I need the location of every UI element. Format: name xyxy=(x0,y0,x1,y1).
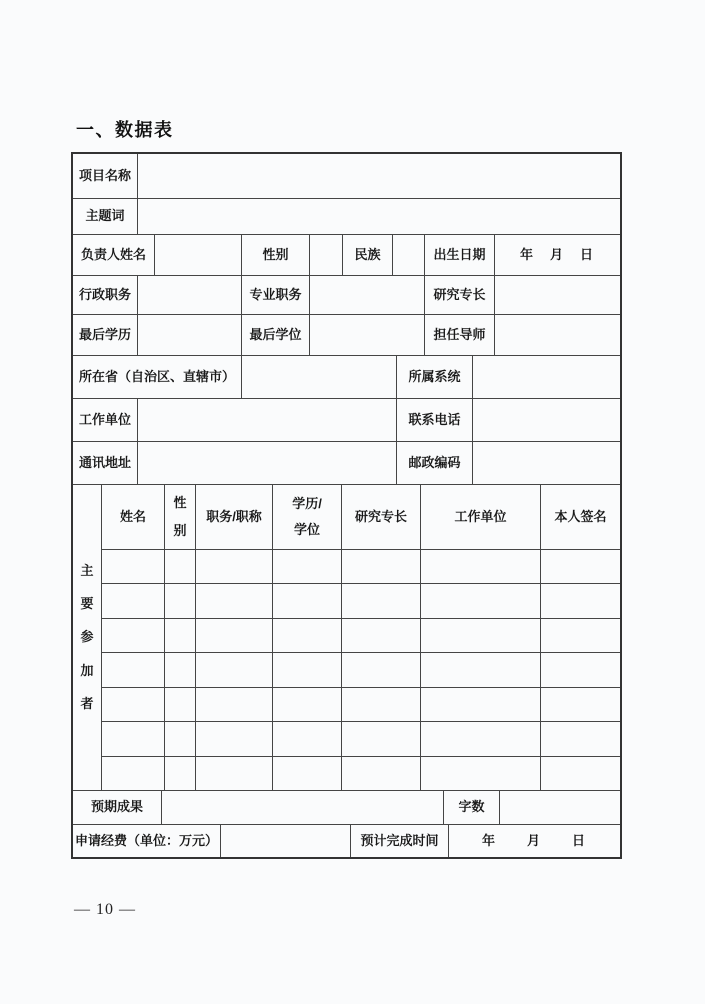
participant-cell xyxy=(102,584,165,617)
last-education-label: 最后学历 xyxy=(73,315,138,355)
province-label: 所在省（自治区、直辖市） xyxy=(73,356,242,398)
participant-cell xyxy=(342,550,421,583)
participant-cell xyxy=(102,757,165,790)
participant-cell xyxy=(102,653,165,686)
participant-cell xyxy=(196,550,273,583)
participant-cell xyxy=(273,584,342,617)
address-value xyxy=(138,442,397,484)
participant-cell xyxy=(102,722,165,755)
participant-signature-header: 本人签名 xyxy=(554,508,607,524)
row-education xyxy=(73,315,620,356)
phone-value xyxy=(473,399,620,441)
leader-name-value xyxy=(155,235,242,275)
participant-cell xyxy=(342,688,421,721)
row-workplace xyxy=(73,399,620,442)
participant-cell xyxy=(196,619,273,652)
participant-cell xyxy=(421,584,541,617)
participant-cell xyxy=(165,619,196,652)
participant-cell xyxy=(196,757,273,790)
participants-label-char: 要 xyxy=(80,596,94,612)
address-label: 通讯地址 xyxy=(73,442,138,484)
word-count-value xyxy=(500,791,620,824)
participant-cell xyxy=(165,757,196,790)
participant-cell xyxy=(273,722,342,755)
participant-cell xyxy=(196,722,273,755)
participant-cell xyxy=(541,584,620,617)
keywords-value xyxy=(138,199,620,234)
participant-cell xyxy=(342,584,421,617)
participant-row xyxy=(102,619,620,653)
participant-cell xyxy=(196,584,273,617)
page-title: 一、数据表 xyxy=(76,120,174,140)
gender-value xyxy=(310,235,343,275)
birth-date-value: 年 月 日 xyxy=(519,246,595,262)
expected-result-label: 预期成果 xyxy=(73,791,162,824)
expected-result-value xyxy=(162,791,444,824)
participant-cell xyxy=(102,688,165,721)
workplace-value xyxy=(138,399,397,441)
word-count-label: 字数 xyxy=(444,791,500,824)
page-number: — 10 — xyxy=(74,901,136,918)
completion-time-label: 预计完成时间 xyxy=(351,825,449,857)
row-funding xyxy=(73,825,620,857)
participant-name-header: 姓名 xyxy=(102,485,165,549)
participant-cell xyxy=(342,722,421,755)
participant-cell xyxy=(273,550,342,583)
participant-cell xyxy=(421,653,541,686)
row-project-name xyxy=(73,154,620,199)
participant-gender-header xyxy=(165,485,196,549)
participant-cell xyxy=(165,584,196,617)
gender-label: 性别 xyxy=(242,235,310,275)
participant-row xyxy=(102,757,620,790)
system-value xyxy=(473,356,620,398)
participants-label-char: 加 xyxy=(80,662,94,678)
participants-header-row xyxy=(102,485,620,550)
participant-duty-header: 职务/职称 xyxy=(196,485,273,549)
last-degree-label: 最后学位 xyxy=(242,315,310,355)
participant-education-header xyxy=(273,485,342,549)
prof-duty-label: 专业职务 xyxy=(242,276,310,314)
research-field-value xyxy=(495,276,620,314)
participant-cell xyxy=(421,550,541,583)
row-address xyxy=(73,442,620,485)
funding-label: 申请经费（单位：万元） xyxy=(73,825,221,857)
participants-grid xyxy=(102,485,620,790)
row-leader xyxy=(73,235,620,276)
funding-value xyxy=(221,825,351,857)
participant-cell xyxy=(273,688,342,721)
participant-cell xyxy=(421,757,541,790)
data-table xyxy=(71,152,622,859)
workplace-label: 工作单位 xyxy=(73,399,138,441)
participant-row xyxy=(102,584,620,618)
birth-date-label: 出生日期 xyxy=(425,235,495,275)
postal-code-value xyxy=(473,442,620,484)
ethnicity-value xyxy=(393,235,425,275)
participant-cell xyxy=(196,653,273,686)
system-label: 所属系统 xyxy=(397,356,473,398)
completion-time-value: 年 月 日 xyxy=(481,832,587,848)
admin-duty-label: 行政职务 xyxy=(73,276,138,314)
participant-cell xyxy=(342,757,421,790)
participant-cell xyxy=(273,757,342,790)
row-keywords xyxy=(73,199,620,235)
last-degree-value xyxy=(310,315,425,355)
participant-cell xyxy=(165,550,196,583)
participant-cell xyxy=(196,688,273,721)
participant-cell xyxy=(342,619,421,652)
project-name-value xyxy=(138,154,620,198)
participant-cell xyxy=(165,722,196,755)
participant-row xyxy=(102,688,620,722)
participant-cell xyxy=(421,722,541,755)
participants-label-char: 主 xyxy=(80,562,94,578)
research-field-label: 研究专长 xyxy=(425,276,495,314)
participant-gender-header-text: 性 别 xyxy=(173,494,187,538)
participant-cell xyxy=(102,619,165,652)
participant-cell xyxy=(421,688,541,721)
prof-duty-value xyxy=(310,276,425,314)
mentor-label: 担任导师 xyxy=(425,315,495,355)
participant-empty-rows xyxy=(102,550,620,790)
mentor-value xyxy=(495,315,620,355)
last-education-value xyxy=(138,315,242,355)
participant-workplace-header: 工作单位 xyxy=(421,485,541,549)
ethnicity-label: 民族 xyxy=(343,235,393,275)
keywords-label: 主题词 xyxy=(73,199,138,234)
participants-label-char: 参 xyxy=(80,629,94,645)
participant-cell xyxy=(541,722,620,755)
participant-cell xyxy=(273,619,342,652)
participant-research-header: 研究专长 xyxy=(342,485,421,549)
participant-cell xyxy=(165,688,196,721)
participant-cell xyxy=(102,550,165,583)
participants-section-label xyxy=(73,485,102,790)
admin-duty-value xyxy=(138,276,242,314)
row-expected-result xyxy=(73,791,620,825)
row-province xyxy=(73,356,620,399)
participant-cell xyxy=(421,619,541,652)
participants-section xyxy=(73,485,620,791)
participant-row xyxy=(102,653,620,687)
participant-cell xyxy=(541,619,620,652)
participant-row xyxy=(102,550,620,584)
project-name-label: 项目名称 xyxy=(73,154,138,198)
phone-label: 联系电话 xyxy=(397,399,473,441)
participant-cell xyxy=(342,653,421,686)
participant-education-header-text: 学历/ 学位 xyxy=(292,496,322,537)
participants-label-char: 者 xyxy=(80,695,94,711)
participant-cell xyxy=(273,653,342,686)
participant-row xyxy=(102,722,620,756)
participant-cell xyxy=(541,550,620,583)
participant-cell xyxy=(541,757,620,790)
postal-code-label: 邮政编码 xyxy=(397,442,473,484)
participant-cell xyxy=(165,653,196,686)
participant-cell xyxy=(541,688,620,721)
leader-name-label: 负责人姓名 xyxy=(73,235,155,275)
participant-cell xyxy=(541,653,620,686)
province-value xyxy=(242,356,397,398)
row-duty xyxy=(73,276,620,315)
